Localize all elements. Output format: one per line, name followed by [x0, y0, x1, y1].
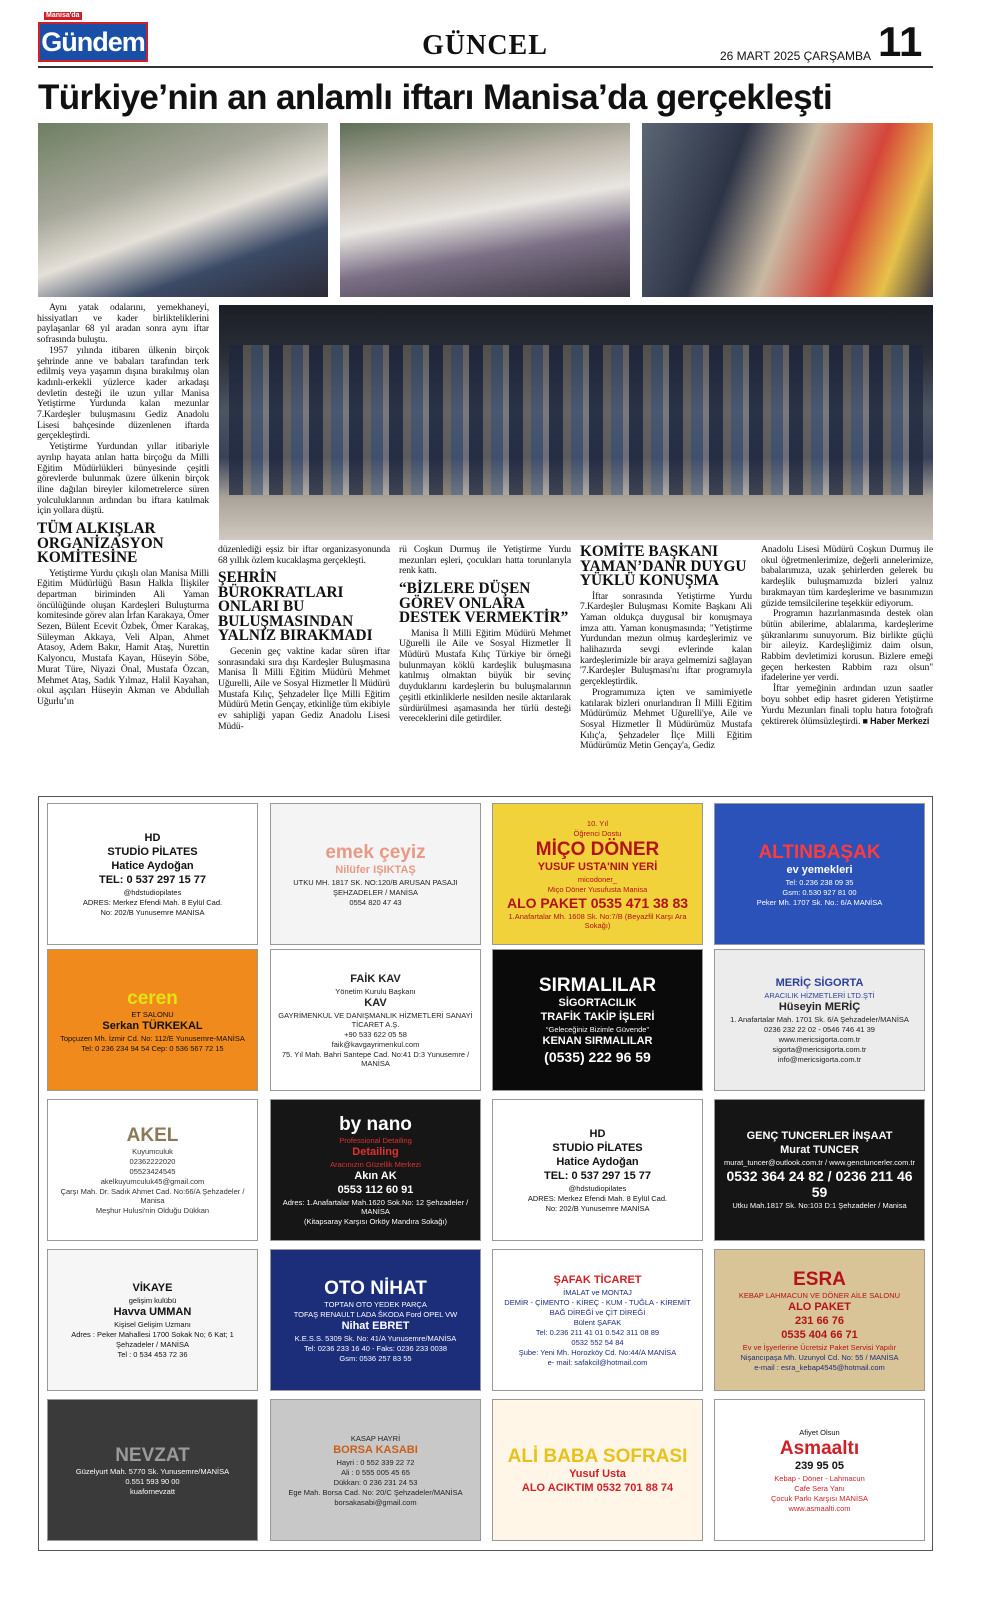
ad-text: e-mail : esra_kebap4545@hotmail.com — [754, 1362, 885, 1372]
ad-text: SIRMALILAR — [538, 975, 657, 996]
ad-text: ALO PAKET 0535 471 38 83 — [506, 894, 689, 911]
ad-borsa-kasabi — [270, 1399, 481, 1541]
photo-group — [219, 305, 933, 540]
ad-meric-sigorta — [714, 949, 925, 1091]
ad-text: (Kitapsaray Karşısı Orköy Mandıra Sokağı) — [304, 1217, 447, 1226]
ad-text: www.asmaalti.com — [788, 1503, 851, 1513]
ad-text: 0236 232 22 02 - 0546 746 41 39 — [764, 1024, 875, 1034]
ad-text: No: 202/B Yunusemre MANİSA — [100, 907, 205, 917]
ad-text: Nihat EBRET — [341, 1319, 410, 1332]
ad-safak-ticaret — [492, 1249, 703, 1391]
ad-text: No: 202/B Yunusemre MANİSA — [545, 1203, 650, 1213]
ad-text: UTKU MH. 1817 SK. NO:120/B ARUSAN PASAJI — [293, 877, 458, 887]
ad-text: Ege Mah. Borsa Cad. No: 20/C Şehzadeler/MANİSA — [288, 1487, 463, 1497]
ad-text: TOPTAN OTO YEDEK PARÇA — [324, 1299, 427, 1309]
ad-text: HD — [589, 1127, 606, 1140]
ad-text: Nişancıpaşa Mh. Uzunyol Cd. No: 55 / MANİSA — [740, 1352, 899, 1362]
advertisement-grid — [38, 796, 933, 1551]
ad-text: Cafe Sera Yanı — [794, 1483, 845, 1493]
ad-mico-doner — [492, 803, 703, 945]
ad-genc-tuncerler — [714, 1099, 925, 1241]
ad-text: KEBAP LAHMACUN VE DÖNER AİLE SALONU — [738, 1290, 901, 1300]
ad-text: ARACILIK HİZMETLERİ LTD.ŞTİ — [764, 990, 875, 1000]
ad-text: ET SALONU — [131, 1009, 174, 1019]
ad-text: 10. Yıl — [586, 818, 609, 828]
ad-text: ALTINBAŞAK — [758, 841, 881, 863]
page-number: 11 — [878, 18, 923, 65]
ad-text: info@mericsigorta.com.tr — [777, 1054, 862, 1064]
ad-ali-baba-sofrasi — [492, 1399, 703, 1541]
paragraph: Aynı yatak odalarını, yemekhaneyi, hissiyatları ve kader birlikteliklerini paylaşanlar 68 yıl aradan sonra aynı iftar sofrasında buluştu. — [37, 302, 209, 346]
ad-text: akelkuyumculuk45@gmail.com — [100, 1177, 205, 1186]
ad-text: Meşhur Hulusi'nin Olduğu Dükkan — [95, 1206, 210, 1215]
ad-text: 231 66 76 — [795, 1314, 844, 1327]
ad-text: BORSA KASABI — [333, 1443, 418, 1456]
ad-text: MİÇO DÖNER — [535, 838, 660, 860]
logo-text: Gündem — [41, 27, 145, 57]
paragraph — [761, 684, 933, 728]
ad-text: Tel: 0 236 234 94 54 Cep: 0 536 567 72 15 — [81, 1043, 224, 1053]
ad-text: Tel: 0.236 211 41 01 0.542 311 08 89 — [535, 1327, 660, 1337]
paragraph: İftar sonrasında Yetiştirme Yurdu 7.Kardeşler Buluşması Komite Başkanı Ali Yaman oldukça duygusal bir konuşmaya imza attı. Yaman konuşmasında; "Yetiştirme Yurdundan mezun olmuş kardeşlerimiz ve halihazırda sevgi evlerinde kalan kardeşlerimizle bir araya gelmemizi sağlayan '7.Kardeşler Buluşması'nı iftar programıyla gerçekleştirdik. — [580, 590, 752, 688]
ad-ceren-et-salonu — [47, 949, 258, 1091]
ad-text: Peker Mh. 1707 Sk. No.: 6/A MANİSA — [756, 897, 883, 907]
ad-text: Aracınızın Güzellik Merkezi — [330, 1160, 421, 1169]
section-title: GÜNCEL — [422, 30, 548, 61]
ad-text: 1.Anafartalar Mh. 1608 Sk. No:7/B (Beyazfil Karşı Ara Sokağı) — [508, 911, 687, 930]
ad-text: sigorta@mericsigorta.com.tr — [772, 1044, 867, 1054]
ad-text: murat_tuncer@outlook.com.tr / www.genctuncerler.com.tr — [723, 1158, 916, 1167]
ad-text: ADRES: Merkez Efendi Mah. 8 Eylül Cad. — [527, 1193, 668, 1203]
article-column-5 — [761, 545, 933, 728]
ad-text: SİGORTACILIK — [558, 997, 637, 1009]
ad-text: Serkan TÜRKEKAL — [102, 1019, 203, 1032]
ad-text: GENÇ TUNCERLER İNŞAAT — [746, 1130, 893, 1142]
ad-text: Bülent ŞAFAK — [573, 1317, 622, 1327]
ad-text: ŞAFAK TİCARET — [553, 1273, 642, 1286]
ad-hd-studio-pilates-2 — [492, 1099, 703, 1241]
ad-text: ESRA — [793, 1268, 846, 1290]
ad-text: Kebap - Döner - Lahmacun — [774, 1473, 865, 1483]
ad-text: TEL: 0 537 297 15 77 — [543, 1169, 651, 1182]
ad-text: e- mail: safakcil@hotmail.com — [547, 1357, 648, 1367]
ad-text: 0553 112 60 91 — [337, 1184, 414, 1196]
paragraph: düzenlediği eşsiz bir iftar organizasyonunda 68 yıllık özlem kucaklaşma gerçekleşti. — [218, 544, 390, 566]
ad-text: HD — [144, 831, 161, 844]
ad-text: Tel: 0236 233 16 40 - Faks: 0236 233 0038 — [303, 1343, 448, 1353]
ad-text: Çarşı Mah. Dr. Sadık Ahmet Cad. No:66/A Şehzadeler / Manisa — [60, 1187, 245, 1205]
ad-text: +90 533 622 05 58 — [344, 1029, 407, 1039]
ad-text: Tel: 0.236 238 09 35 — [785, 877, 854, 887]
ad-text: Murat TUNCER — [780, 1144, 859, 1156]
ad-text: Kuyumculuk — [132, 1147, 173, 1156]
ad-text: faik@kavgayrimenkul.com — [331, 1039, 420, 1049]
ad-text: KASAP HAYRİ — [350, 1433, 401, 1443]
ad-text: 05523424545 — [129, 1167, 176, 1176]
ad-text: ev yemekleri — [786, 863, 853, 876]
ad-text: Yusuf Usta — [569, 1467, 626, 1480]
ad-sirmalilar-sigorta — [492, 949, 703, 1091]
ad-text: TEL: 0 537 297 15 77 — [98, 873, 206, 886]
ad-text: 0535 404 66 71 — [781, 1328, 858, 1341]
header-divider — [38, 66, 933, 68]
ad-text: Dükkan: 0 236 231 24 53 — [333, 1477, 418, 1487]
paragraph: Yetiştirme Yurdu çıkışlı olan Manisa Milli Eğitim Müdürlüğü Basın Halkla İlişkiler departman biriminden Ali Yaman öncülüğünde oluşan Kardeşleri Buluşturma komitesinde görev alan İrfan Karakaya, Ömer Sezen, Bülent Ecevit Özbek, Ömer Karakaş, Süleyman Akkaya, Veli Alpan, Ahmet Atasoy, Adem Bakır, Hamit Ataş, Nurettin Kalyoncu, Mustafa Kayan, Hüseyin Söbe, Murat Türe, Niyazi Önal, Mustafa Özcan, Mehmet Ataş, Sadık Yılmaz, Halil Kayahan, okul aşçıları Hüseyin Akman ve Abdullah Uğurlu’ın — [37, 567, 209, 707]
ad-hd-studio-pilates — [47, 803, 258, 945]
ad-text: Ali : 0 555 005 45 65 — [341, 1467, 410, 1477]
ad-text: Nilüfer IŞIKTAŞ — [335, 863, 416, 876]
ad-text: BAĞ DİREĞİ ve ÇİT DİREĞİ — [549, 1307, 646, 1317]
issue-date: 26 MART 2025 ÇARŞAMBA — [720, 49, 871, 63]
ad-text: Yönetim Kurulu Başkanı — [335, 986, 416, 996]
article-column-3 — [399, 545, 571, 725]
newspaper-logo — [38, 12, 148, 62]
ad-text: ceren — [127, 987, 178, 1009]
ad-text: FAİK KAV — [350, 972, 401, 985]
ad-text: borsakasabi@gmail.com — [334, 1497, 417, 1507]
ad-kav-gayrimenkul — [270, 949, 481, 1091]
article-column-2 — [218, 545, 390, 733]
ad-text: Detailing — [352, 1146, 399, 1158]
ad-text: gelişim kulübü — [128, 1295, 177, 1305]
ad-text: ADRES: Merkez Efendi Mah. 8 Eylül Cad. — [82, 897, 223, 907]
ad-text: Hayri : 0 552 339 22 72 — [336, 1457, 415, 1467]
ad-emek-ceyiz — [270, 803, 481, 945]
paragraph: Programın hazırlanmasında destek olan bütün abilerime, ablalarıma, kardeşlerime şükranlarımı sunuyorum. Biz birlikte güçlü bir aileyiz. Kardeşliğimiz daim olsun, Rabbim devletimizi korusun. Bizlere emeği geçen herkesten Rabbim razı olsun" ifadelerine yer verdi. — [761, 608, 933, 684]
ad-text: kuafornevzatt — [129, 1486, 176, 1496]
ad-text: www.mericsigorta.com.tr — [778, 1034, 861, 1044]
ad-text: ALO ACIKTIM 0532 701 88 74 — [521, 1481, 674, 1494]
ad-text: 02362222020 — [129, 1157, 176, 1166]
ad-text: K.E.S.S. 5309 Sk. No: 41/A Yunusemre/MANİSA — [294, 1333, 457, 1343]
ad-text: STUDİO PİLATES — [107, 845, 198, 858]
ad-text: YUSUF USTA'NIN YERİ — [537, 860, 658, 873]
ad-text: Havva UMMAN — [113, 1305, 192, 1318]
ad-text: Topçuzen Mh. İzmir Cd. No: 112/E Yunusemre-MANİSA — [60, 1033, 245, 1043]
ad-text: Güzelyurt Mah. 5770 Sk. Yunusemre/MANİSA — [75, 1466, 230, 1476]
ad-text: OTO NİHAT — [324, 1277, 427, 1299]
group-crowd — [229, 345, 923, 495]
ad-text: 0532 364 24 82 / 0236 211 46 59 — [726, 1168, 913, 1200]
ad-text: KAV — [364, 996, 387, 1009]
ad-text: Hatice Aydoğan — [111, 859, 194, 872]
ad-text: ALO PAKET — [788, 1300, 851, 1313]
ad-text: Hatice Aydoğan — [556, 1155, 639, 1168]
ad-text: Gsm: 0.530 927 81 00 — [782, 887, 857, 897]
ad-text: (0535) 222 96 59 — [544, 1049, 651, 1065]
article-column-1 — [37, 303, 209, 708]
ad-text: DEMİR - ÇİMENTO - KİREÇ - KUM - TUĞLA - KİREMİT — [504, 1297, 691, 1307]
ad-text: 1. Anafartalar Mah. 1701 Sk. 6/A Şehzadeler/MANİSA — [730, 1014, 909, 1024]
ad-text: 0.551 593 90 00 — [125, 1476, 180, 1486]
ad-text: Akın AK — [354, 1170, 397, 1182]
ad-vikaye — [47, 1249, 258, 1391]
ad-text: Adres : Peker Mahallesi 1700 Sokak No; 6 Kat; 1 — [71, 1329, 234, 1339]
photo-iftar-table-2 — [340, 123, 630, 297]
ad-text: Hüseyin MERİÇ — [778, 1000, 861, 1013]
ad-text: 75. Yıl Mah. Bahri Santepe Cad. No:41 D:3 Yunusemre / MANİSA — [281, 1049, 470, 1068]
paragraph: Anadolu Lisesi Müdürü Coşkun Durmuş ile okul öğretmenlerimize, değerli annelerimize, babalarımıza, uzak şehirlerden gelerek bu kardeşlik buluşmamızda bizleri yalnız bırakmayan tüm kardeşlerime ve basınımızın güzide temsilcilerine teşekkür ediyorum. — [761, 544, 933, 609]
subheading: KOMİTE BAŞKANI YAMAN’DANR DUYGU YÜKLÜ KONUŞMA — [580, 543, 747, 589]
ad-text: micodoner_ — [577, 874, 618, 884]
paragraph: Yetiştirme Yurdundan yıllar itibariyle ayrılıp hayata atılan hatta birçoğu da Milli Eğitim Müdürlükleri bünyesinde çeşitli görevlerde bulunmak üzere ülkenin birçok iline dağılan bireyler kilometrelerce süren yolculuklarının ardından bu iftara katılmak için yollara düştü. — [37, 441, 209, 517]
ad-text: 239 95 05 — [795, 1459, 844, 1472]
ad-text: Şube: Yeni Mh. Horozköy Cd. No:44/A MANİSA — [518, 1347, 677, 1357]
ad-asmaalti — [714, 1399, 925, 1541]
subheading: TÜM ALKIŞLAR ORGANİZASYON KOMİTESİNE — [37, 520, 164, 567]
ad-text: @hdstudiopilates — [568, 1183, 627, 1193]
paragraph: 1957 yılında itibaren ülkenin birçok şehrinde anne ve babaları tarafından terk edilmiş veya yaşamın dışına bırakılmış olan kadınlı-erkekli yüzlerce kader arkadaşı devletin desteği ile uzun yıllar Manisa Yetiştirme Yurdunda kalan mezunlar 7.Kardeşler buluşmasını Gediz Anadolu Lisesi bahçesinde düzenlenen iftarda gerçekleştirdi. — [37, 344, 209, 442]
ad-text: Kişisel Gelişim Uzmanı — [114, 1319, 191, 1329]
subheading: “BİZLERE DÜŞEN GÖREV ONLARA DESTEK VERMEKTİR” — [399, 580, 569, 627]
article-column-4 — [580, 540, 752, 752]
article-headline: Türkiye’nin an anlamlı iftarı Manisa’da gerçekleşti — [38, 78, 833, 117]
paragraph: Programımıza içten ve samimiyetle katılarak bizleri onurlandıran İl Milli Eğitim Müdürümüz Mehmet Uğurelli'ye, Aile ve Sosyal Hizmetler İl Müdürümüz Mustafa Kılıç'a, Şehzadeler İlçe Milli Eğitim Müdürümüz Metin Gençay'a, Gediz — [580, 686, 752, 752]
ad-text: ŞEHZADELER / MANİSA — [332, 887, 419, 897]
ad-text: Şehzadeler / MANİSA — [116, 1339, 189, 1349]
ad-akel-kuyumculuk — [47, 1099, 258, 1241]
ad-text: Adres: 1.Anafartalar Mah.1620 Sok.No: 12 Şehzadeler / MANİSA — [282, 1198, 469, 1216]
ad-text: AKEL — [126, 1125, 179, 1146]
ad-text: NEVZAT — [115, 1444, 190, 1466]
ad-text: Gsm: 0536 257 83 55 — [339, 1353, 412, 1363]
logo-tagline: Manisa'da — [46, 12, 80, 19]
ad-text: Utku Mah.1817 Sk. No:103 D:1 Şehzadeler / Manisa — [732, 1201, 907, 1210]
ad-text: emek çeyiz — [325, 841, 426, 863]
ad-nevzat-kuafor — [47, 1399, 258, 1541]
ad-text: STUDİO PİLATES — [552, 1141, 643, 1154]
ad-text: Professional Detailing — [339, 1136, 412, 1145]
ad-text: Öğrenci Dostu — [573, 828, 622, 838]
ad-by-nano-detailing — [270, 1099, 481, 1241]
paragraph: Gecenin geç vaktine kadar süren iftar sonrasındaki sıra dışı Kardeşler Buluşmasına Manisa İl Milli Eğitim Müdürü Mehmet Uğurelli, Aile ve Sosyal Hizmetler İl Müdürü Mustafa Kılıç, Şehzadeler İlçe Milli Eğitim Müdürü Metin Gençay, etkinliğe tüm ekibiyle ev sahipliği yapan Gediz Anadolu Lisesi Müdü- — [218, 645, 390, 732]
ad-altinbasak — [714, 803, 925, 945]
ad-text: 0554 820 47 43 — [349, 897, 402, 907]
ad-text: 0532 552 54 84 — [571, 1337, 624, 1347]
byline: ■ Haber Merkezi — [862, 716, 930, 727]
paragraph: Manisa İl Milli Eğitim Müdürü Mehmet Uğurelli ile Aile ve Sosyal Hizmetler İl Müdürü Mustafa Kılıç Türkiye bir örneği bulunmayan köklü kardeşlik buluşmasına katılmış olmaktan büyük bir sevinç duyduklarını kardeşlerin bu buluşmalarının çeşitli etkinliklerle nesilden nesile aktarılarak sürdürülmesi aşamasında her türlü desteği vereceklerini dile getirdiler. — [399, 627, 571, 725]
ad-text: “Geleceğiniz Bizimle Güvende” — [546, 1025, 649, 1034]
ad-text: Afiyet Olsun — [799, 1427, 840, 1437]
ad-oto-nihat — [270, 1249, 481, 1391]
ad-text: İMALAT ve MONTAJ — [563, 1287, 632, 1297]
ad-esra-kebap — [714, 1249, 925, 1391]
ad-text: VİKAYE — [132, 1281, 173, 1294]
ad-text: KENAN SIRMALILAR — [542, 1035, 653, 1047]
ad-text: Çocuk Parkı Karşısı MANİSA — [770, 1493, 869, 1503]
paragraph-text: İftar yemeğinin ardından uzun saatler boyu sohbet edip hasret gideren Yetiştirme Yurdu Mezunları finali toplu hatıra fotoğrafı çektirerek ölümsüzleştirdi. — [761, 683, 933, 728]
ad-text: GAYRİMENKUL VE DANIŞMANLIK HİZMETLERİ SANAYİ TİCARET A.Ş. — [278, 1010, 473, 1029]
ad-text: ALİ BABA SOFRASI — [507, 1445, 688, 1467]
ad-text: Asmaaltı — [779, 1437, 860, 1459]
ad-text: TRAFİK TAKİP İŞLERİ — [540, 1011, 655, 1023]
subheading: ŞEHRİN BÜROKRATLARI ONLARI BU BULUŞMASINDAN YALNIZ BIRAKMADI — [218, 569, 373, 645]
photo-iftar-table-1 — [38, 123, 328, 297]
ad-text: Tel : 0 534 453 72 36 — [117, 1349, 188, 1359]
ad-text: Miço Döner Yusufusta Manisa — [547, 884, 648, 894]
ad-text: Ev ve İşyerlerine Ücretsiz Paket Servisi Yapılır — [742, 1342, 897, 1352]
ad-text: MERİÇ SİGORTA — [775, 976, 864, 989]
ad-text: by nano — [339, 1114, 412, 1135]
ad-text: @hdstudiopilates — [123, 887, 182, 897]
ad-text: TOFAŞ RENAULT LADA ŠKODA Ford OPEL VW — [293, 1309, 458, 1319]
photo-serving-food — [642, 123, 933, 297]
paragraph: rü Coşkun Durmuş ile Yetiştirme Yurdu mezunları eşleri, çocukları hatta torunlarıyla renk kattı. — [399, 544, 571, 577]
